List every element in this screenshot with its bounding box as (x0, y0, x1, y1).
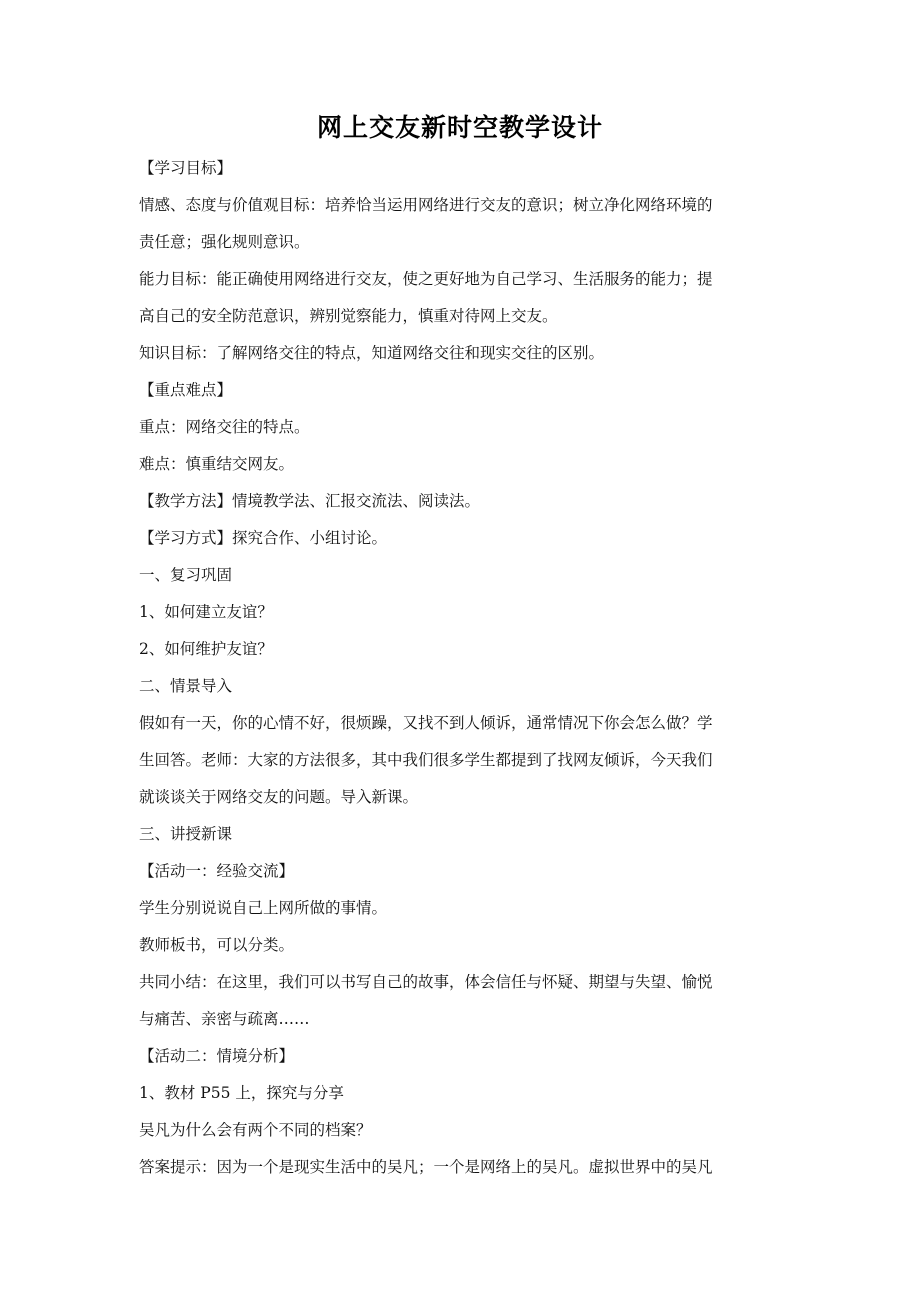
document-body (139, 150, 779, 1186)
text-line: 知识目标：了解网络交往的特点，知道网络交往和现实交往的区别。 (139, 344, 605, 362)
text-line: 【活动二：情境分析】 (139, 1047, 295, 1065)
text-line: 2、如何维护友谊？ (139, 640, 273, 658)
text-line: 责任意；强化规则意识。 (139, 233, 310, 251)
text-line: 生回答。老师：大家的方法很多，其中我们很多学生都提到了找网友倾诉，今天我们 (139, 751, 713, 769)
text-line: 教师板书，可以分类。 (139, 936, 295, 954)
text-line: 【活动一：经验交流】 (139, 862, 295, 880)
text-line: 假如有一天，你的心情不好，很烦躁，又找不到人倾诉，通常情况下你会怎么做？学 (139, 714, 713, 732)
text-line: 学生分别说说自己上网所做的事情。 (139, 899, 388, 917)
text-line: 1、教材 P55 上，探究与分享 (139, 1084, 344, 1102)
text-line: 1、如何建立友谊？ (139, 603, 273, 621)
text-line: 【学习方式】探究合作、小组讨论。 (139, 529, 388, 547)
text-line: 与痛苦、亲密与疏离…… (139, 1010, 310, 1028)
text-line: 【教学方法】情境教学法、汇报交流法、阅读法。 (139, 492, 481, 510)
text-line: 三、讲授新课 (139, 825, 233, 843)
document-title: 网上交友新时空教学设计 (316, 113, 603, 142)
text-line: 【学习目标】 (139, 159, 233, 177)
text-line: 重点：网络交往的特点。 (139, 418, 310, 436)
text-line: 高自己的安全防范意识，辨别觉察能力，慎重对待网上交友。 (139, 307, 558, 325)
text-line: 答案提示：因为一个是现实生活中的吴凡；一个是网络上的吴凡。虚拟世界中的吴凡 (139, 1158, 713, 1176)
text-line: 吴凡为什么会有两个不同的档案？ (139, 1121, 372, 1139)
text-line: 二、情景导入 (139, 677, 233, 695)
text-line: 难点：慎重结交网友。 (139, 455, 295, 473)
text-line: 共同小结：在这里，我们可以书写自己的故事，体会信任与怀疑、期望与失望、愉悦 (139, 973, 713, 991)
text-line: 情感、态度与价值观目标：培养恰当运用网络进行交友的意识；树立净化网络环境的 (139, 196, 713, 214)
text-line: 就谈谈关于网络交友的问题。导入新课。 (139, 788, 419, 806)
text-line: 一、复习巩固 (139, 566, 233, 584)
text-line: 能力目标：能正确使用网络进行交友，使之更好地为自己学习、生活服务的能力；提 (139, 270, 713, 288)
text-line: 【重点难点】 (139, 381, 233, 399)
